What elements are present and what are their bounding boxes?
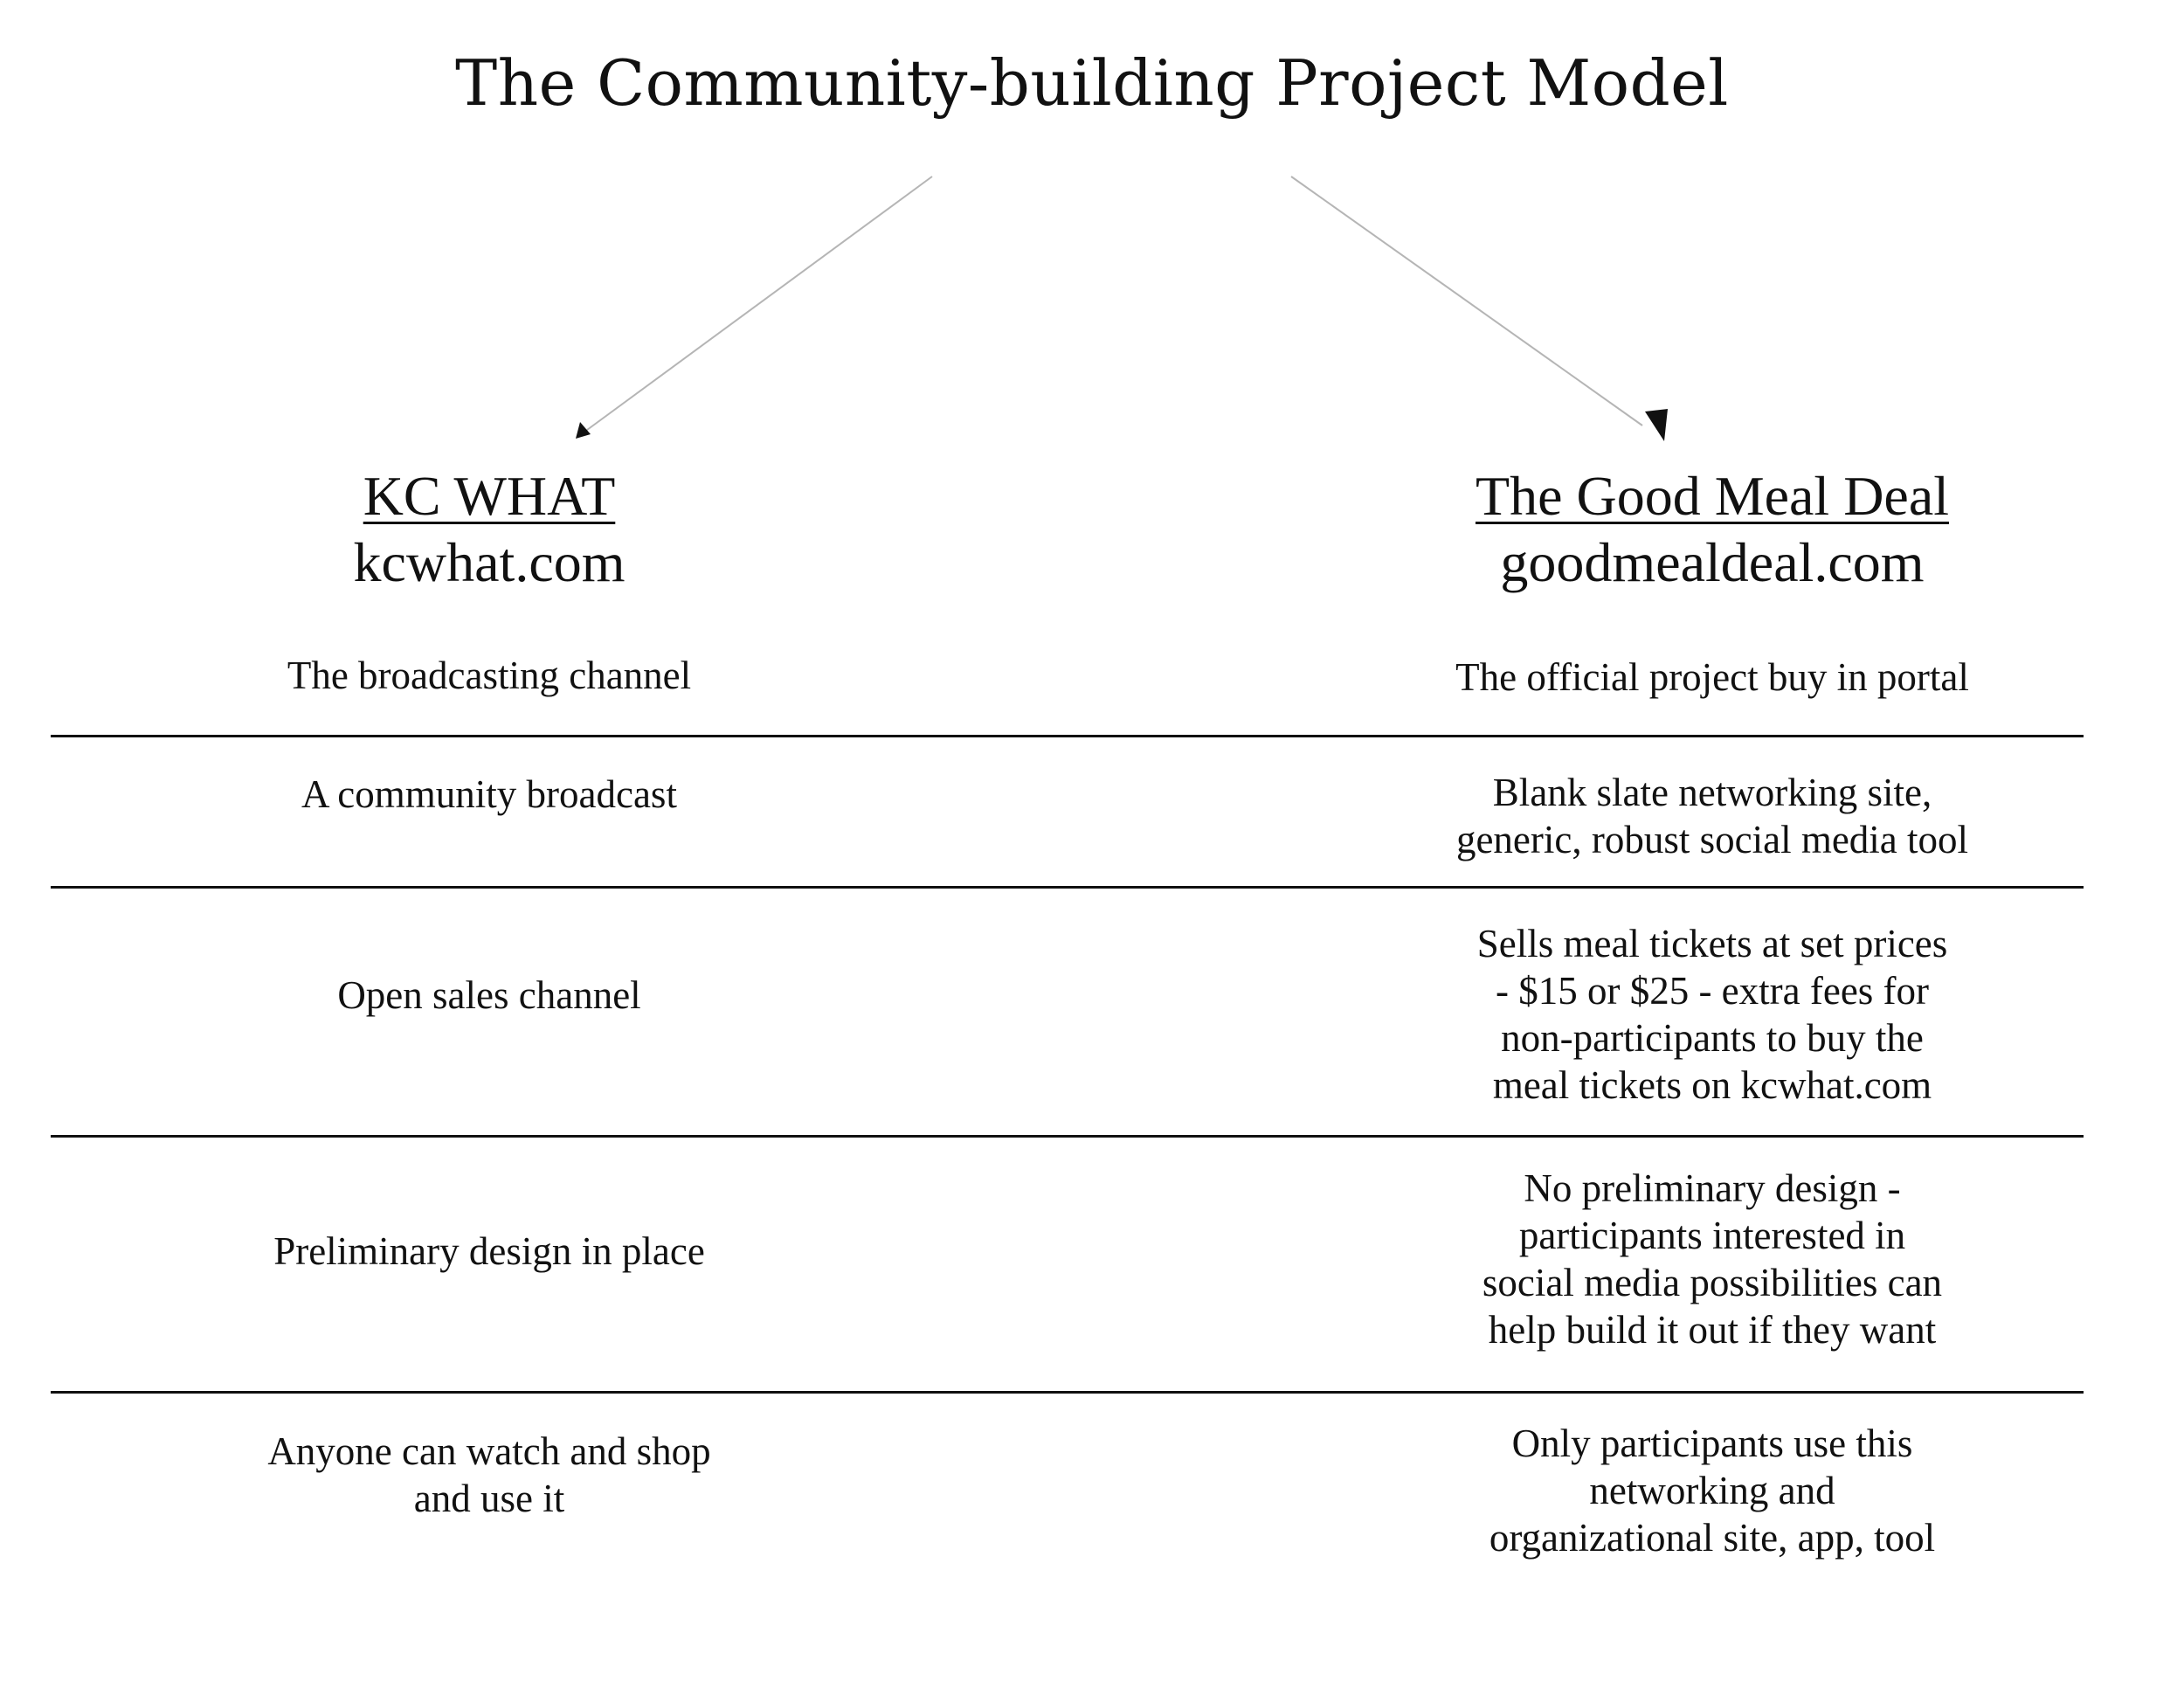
arrow-right-head [1645,409,1668,441]
arrow-right-line [1291,176,1642,425]
right-project-name: The Good Meal Deal [1475,465,1950,527]
right-row-1: The official project buy in portal [1455,655,1969,699]
right-row-2: Blank slate networking site, generic, robust social media tool [1455,771,1969,861]
arrow-left-line [584,176,932,432]
left-row-3: Open sales channel [337,973,641,1017]
left-project-name: KC WHAT [363,465,616,527]
diagram-title: The Community-building Project Model [455,46,1729,120]
left-project-url: kcwhat.com [353,531,625,593]
left-row-4: Preliminary design in place [273,1229,705,1273]
left-heading [140,463,839,596]
row-divider-4 [51,1391,2084,1394]
arrow-left-head [576,422,591,439]
row-divider-3 [51,1135,2084,1138]
left-row-1: The broadcasting channel [287,654,692,697]
right-row-5: Only participants use this networking and organizational site, app, tool [1489,1422,1936,1560]
right-project-url: goodmealdeal.com [1500,531,1925,593]
right-row-4: No preliminary design - participants interested in social media possibilities can help build it out if they want [1482,1166,1943,1352]
right-heading [1363,463,2062,596]
left-row-5: Anyone can watch and shop and use it [267,1429,711,1520]
right-row-3: Sells meal tickets at set prices - $15 or $25 - extra fees for non-participants to buy the meal tickets on kcwhat.com [1476,922,1948,1107]
row-divider-2 [51,886,2084,889]
row-divider-1 [51,735,2084,737]
left-row-2: A community broadcast [301,772,677,816]
